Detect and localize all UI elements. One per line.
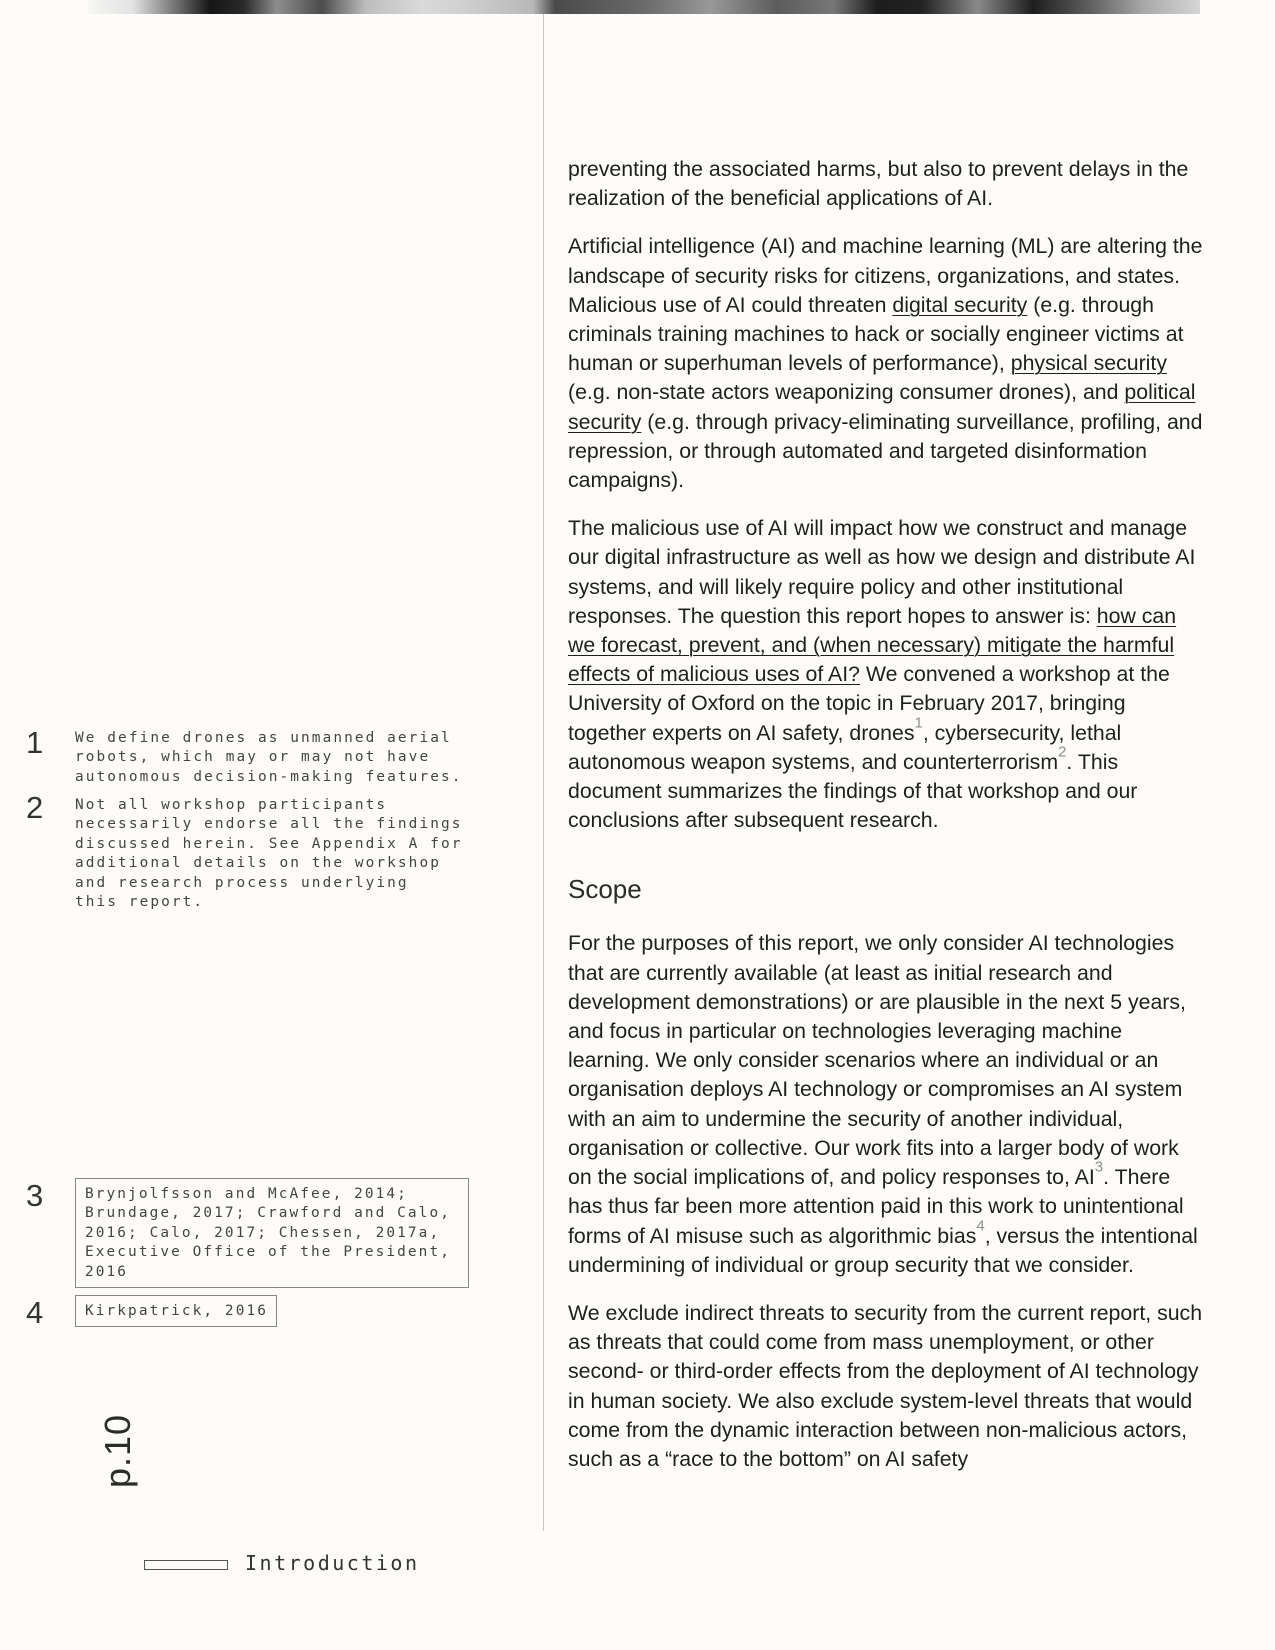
- main-text-column: [568, 155, 1208, 1493]
- text-run: Artificial intelligence (AI) and machine learning (ML) are altering the landscape of security risks for citizens, organizations, and states. Malicious use of AI could threaten: [568, 234, 1203, 317]
- footnote-1: We define drones as unmanned aerial robots, which may or may not have autonomous decision-making features.: [75, 730, 463, 785]
- footnote-ref-1[interactable]: 1: [914, 713, 923, 731]
- text-run: . There has thus far been more attention paid in this work to unintentional forms of AI misuse such as algorithmic bias: [568, 1165, 1184, 1248]
- footnote-ref-3[interactable]: 3: [1094, 1158, 1104, 1176]
- section-label: Introduction: [245, 1551, 420, 1575]
- section-heading-scope: Scope: [568, 874, 642, 905]
- text-run: , versus the intentional undermining of individual or group security that we consider.: [568, 1223, 1198, 1277]
- paragraph-continued: preventing the associated harms, but also to prevent delays in the realization of the beneficial applications of AI.: [568, 157, 1189, 211]
- paragraph-scope: [568, 929, 1208, 1279]
- page-number: p.10: [97, 1413, 138, 1488]
- footnote-ref-4[interactable]: 4: [976, 1216, 985, 1234]
- text-run: (e.g. non-state actors weaponizing consumer drones), and: [568, 380, 1125, 405]
- text-run: . This document summarizes the findings of that workshop and our conclusions after subsequent research.: [568, 749, 1138, 833]
- footnote-number-3: 3: [26, 1178, 44, 1213]
- link-digital-security: digital security: [892, 292, 1028, 317]
- footnote-number-2: 2: [26, 790, 44, 825]
- section-marker-bar: [144, 1560, 228, 1570]
- research-question: how can we forecast, prevent, and (when necessary) mitigate the harmful effects of malicious uses of AI?: [568, 603, 1177, 687]
- paragraph-malicious-use: [568, 514, 1208, 835]
- footnote-ref-2[interactable]: 2: [1058, 743, 1067, 761]
- footnote-number-1: 1: [26, 725, 44, 760]
- footnote-number-4: 4: [26, 1295, 44, 1330]
- text-run: For the purposes of this report, we only consider AI technologies that are currently available (at least as initial research and development demonstrations) or are plausible in the next 5 years, and focus in particular on technologies leveraging machine learning. We only consider scenarios where an individual or an organisation deploys AI technology or compromises an AI system with an aim to undermine the security of another individual, organisation or collective. Our work fits into a larger body of work on the social implications of, and policy responses to, AI: [568, 931, 1186, 1190]
- text-run: , cybersecurity, lethal autonomous weapon systems, and counterterrorism: [568, 720, 1122, 774]
- top-gradient-bar: [88, 0, 1200, 14]
- text-run: (e.g. through privacy-eliminating surveillance, profiling, and repression, or through automated and targeted disinformation campaigns).: [568, 409, 1203, 493]
- footnote-2: Not all workshop participants necessarily endorse all the findings discussed herein. See Appendix A for additional details on the workshop and research process underlying this report.: [75, 797, 463, 911]
- link-physical-security: physical security: [1010, 351, 1167, 376]
- footnote-4: Kirkpatrick, 2016: [75, 1295, 277, 1327]
- paragraph-ai-ml-security: [568, 232, 1208, 495]
- text-run: We convened a workshop at the University of Oxford on the topic in February 2017, bringing together experts on AI safety, drones: [568, 662, 1170, 745]
- text-run: (e.g. through criminals training machines to hack or socially engineer victims at human or superhuman levels of performance),: [568, 292, 1184, 376]
- footnote-3: Brynjolfsson and McAfee, 2014; Brundage, 2017; Crawford and Calo, 2016; Calo, 2017; Chessen, 2017a, Executive Office of the President, 2016: [75, 1178, 469, 1288]
- paragraph-exclusions: We exclude indirect threats to security from the current report, such as threats that could come from mass unemployment, or other second- or third-order effects from the deployment of AI technology in human society. We also exclude system-level threats that would come from the dynamic interaction between non-malicious actors, such as a “race to the bottom” on AI safety: [568, 1300, 1203, 1471]
- column-divider: [543, 14, 544, 1531]
- link-political-security: political security: [568, 380, 1196, 434]
- text-run: The malicious use of AI will impact how we construct and manage our digital infrastructure as well as how we design and distribute AI systems, and will likely require policy and other institutional responses. The question this report hopes to answer is:: [568, 516, 1196, 628]
